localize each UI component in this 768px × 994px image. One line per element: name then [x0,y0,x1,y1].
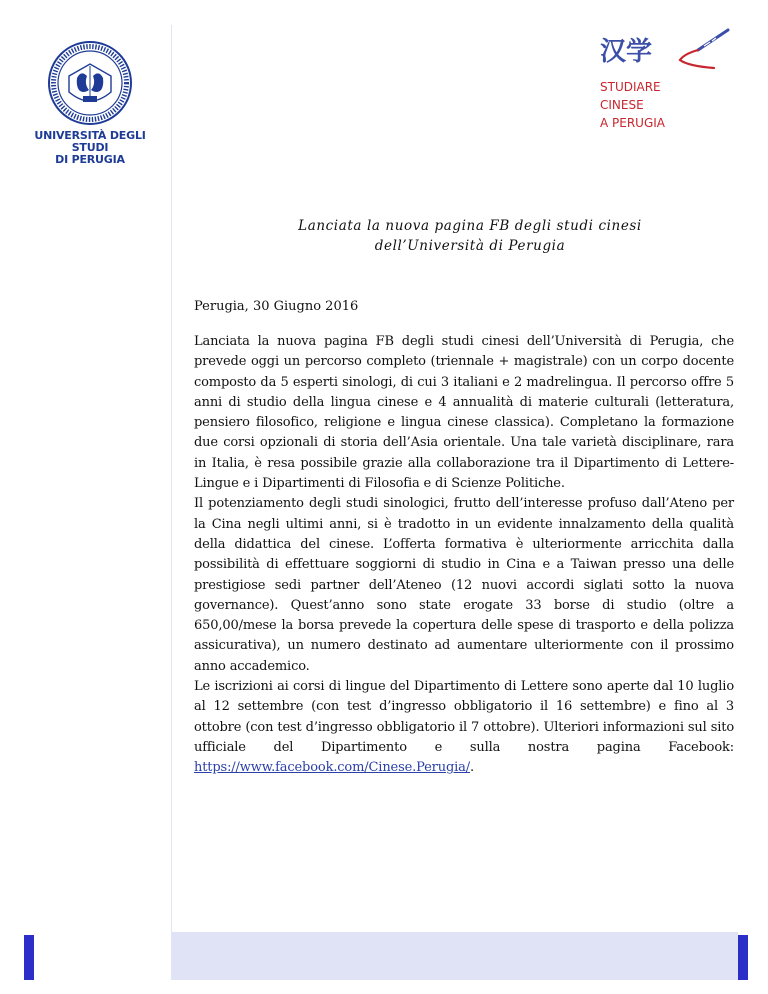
paragraph-2: Il potenziamento degli studi sinologici, frutto dell’interesse profuso dall’Ateno per la Cina negli ultimi anni, si è tradotto in un evidente innalzamento della qualità della didattica del cinese. L’offerta formativa è ulteriormente arricchita dalla possibilità di effettuare soggiorni di studio in Cina e a Taiwan presso una delle prestigiose sedi partner dell’Ateneo (12 nuovi accordi siglati sotto la nuova governance). Quest’anno sono state erogate 33 borse di studio (oltre a 650,00/mese la borsa prevede la copertura delle spese di trasporto e della polizza assicurativa), un numero destinato ad aumentare ulteriormente con il prossimo anno accademico. [194,496,734,674]
document-title [172,216,768,256]
hanxue-tag-line1: STUDIARE [600,80,661,94]
university-logo [20,40,160,166]
university-name [20,130,160,166]
facebook-link[interactable]: https://www.facebook.com/Cinese.Perugia/ [194,760,470,776]
brush-icon [674,26,734,74]
university-name-line1: UNIVERSITÀ DEGLI STUDI [34,129,146,154]
footer-bar-right [738,935,748,980]
margin-rule [171,25,172,980]
hanxue-tagline [600,78,730,132]
hanxue-logo [600,36,730,132]
paragraph-3 [194,677,734,778]
body-text [194,332,734,779]
paragraph-3-text: Le iscrizioni ai corsi di lingue del Dipartimento di Lettere sono aperte dal 10 luglio al 12 settembre (con test d’ingresso obbligatorio il 16 settembre) e fino al 3 ottobre (con test d’ingresso obbligatorio il 7 ottobre). Ulteriori informazioni sul sito ufficiale del Dipartimento e sulla nostra pagina Facebook: [194,679,734,755]
hanxue-tag-line2: CINESE [600,98,644,112]
hanxue-chars: 汉学 [600,37,653,67]
title-line1: Lanciata la nuova pagina FB degli studi cinesi [298,218,642,234]
paragraph-1: Lanciata la nuova pagina FB degli studi cinesi dell’Università di Perugia, che prevede oggi un percorso completo (triennale + magistrale) con un corpo docente composto da 5 esperti sinologi, di cui 3 italiani e 2 madrelingua. Il percorso offre 5 anni di studio della lingua cinese e 4 annualità di materie culturali (letteratura, pensiero filosofico, religione e lingua cinese classica). Completano la formazione due corsi opzionali di storia dell’Asia orientale. Una tale varietà disciplinare, rara in Italia, è resa possibile grazie alla collaborazione tra il Dipartimento di Lettere-Lingue e i Dipartimenti di Filosofia e di Scienze Politiche. [194,334,734,492]
hanxue-tag-line3: A PERUGIA [600,116,666,130]
dateline: Perugia, 30 Giugno 2016 [194,299,359,314]
university-name-line2: DI PERUGIA [55,153,125,166]
footer-band [172,932,738,980]
university-seal-icon [47,40,133,126]
footer-bar-left [24,935,34,980]
title-line2: dell’Università di Perugia [374,238,566,254]
paragraph-3-end: . [469,760,474,776]
